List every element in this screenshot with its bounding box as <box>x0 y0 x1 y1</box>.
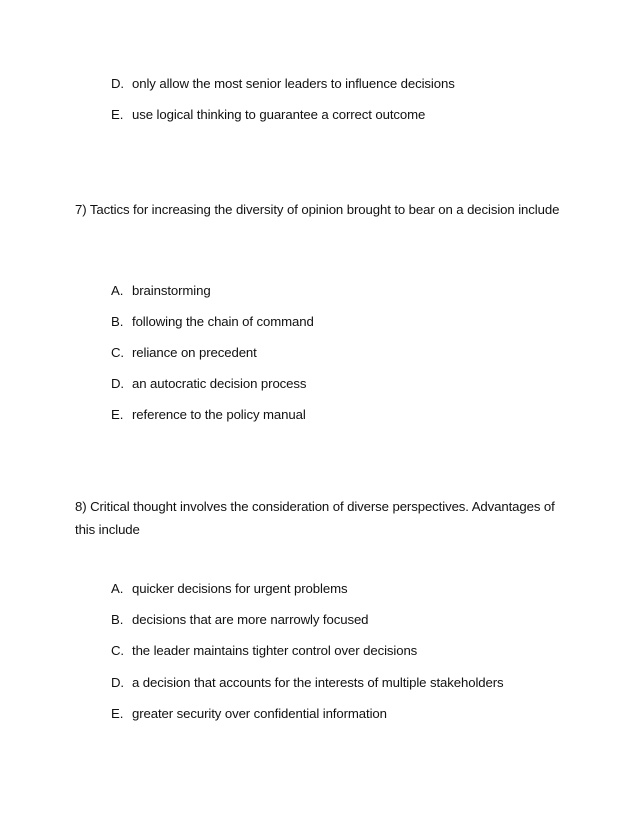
option-letter: E. <box>111 407 124 422</box>
option-letter: C. <box>111 345 124 360</box>
option-letter: D. <box>111 675 124 690</box>
option-text: greater security over confidential information <box>132 706 387 721</box>
option-letter: A. <box>111 283 124 298</box>
option-c <box>111 342 257 364</box>
option-text: a decision that accounts for the interests of multiple stakeholders <box>132 675 504 690</box>
option-e <box>111 703 387 725</box>
question-7-text: 7) Tactics for increasing the diversity of opinion brought to bear on a decision include <box>75 202 560 217</box>
option-text: reference to the policy manual <box>132 407 306 422</box>
option-e <box>111 404 306 426</box>
option-c <box>111 640 417 662</box>
option-letter: D. <box>111 376 124 391</box>
option-text: an autocratic decision process <box>132 376 307 391</box>
option-text: reliance on precedent <box>132 345 257 360</box>
question-8-text: 8) Critical thought involves the consideration of diverse perspectives. Advantages of this include <box>75 499 555 537</box>
option-text: only allow the most senior leaders to influence decisions <box>132 76 455 91</box>
option-letter: E. <box>111 706 124 721</box>
option-a <box>111 280 211 302</box>
option-text: brainstorming <box>132 283 211 298</box>
option-e <box>111 104 425 126</box>
option-b <box>111 609 368 631</box>
option-letter: C. <box>111 643 124 658</box>
option-letter: B. <box>111 612 124 627</box>
option-letter: B. <box>111 314 124 329</box>
option-text: decisions that are more narrowly focused <box>132 612 369 627</box>
option-letter: A. <box>111 581 124 596</box>
option-text: the leader maintains tighter control over decisions <box>132 643 418 658</box>
option-text: use logical thinking to guarantee a correct outcome <box>132 107 426 122</box>
option-d <box>111 373 306 395</box>
option-d <box>111 73 455 95</box>
option-text: following the chain of command <box>132 314 314 329</box>
option-letter: D. <box>111 76 124 91</box>
option-b <box>111 311 314 333</box>
option-text: quicker decisions for urgent problems <box>132 581 348 596</box>
option-a <box>111 578 347 600</box>
option-d <box>111 672 504 694</box>
option-letter: E. <box>111 107 124 122</box>
